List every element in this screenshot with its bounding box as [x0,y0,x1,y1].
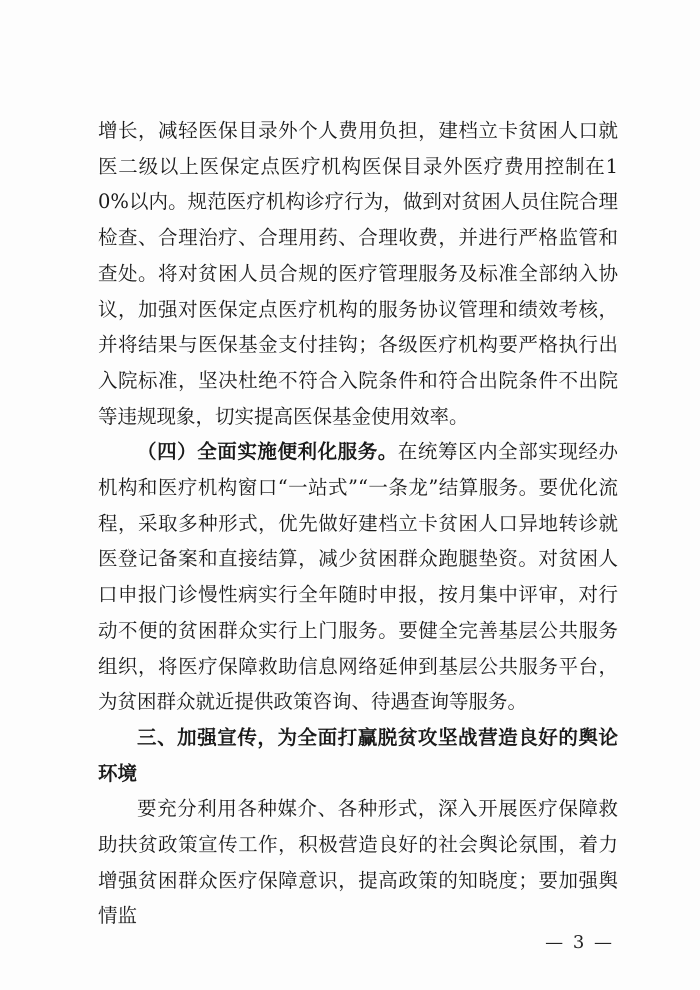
document-body [98,113,618,934]
page-number: — 3 — [545,932,614,953]
section-heading-publicity: 三、加强宣传，为全面打赢脱贫攻坚战营造良好的舆论环境 [98,725,618,785]
paragraph-convenience-body: 在统筹区内全部实现经办机构和医疗机构窗口“一站式”“一条龙”结算服务。要优化流程，采取多种形式，优先做好建档立卡贫困人口异地转诊就医登记备案和直接结算，减少贫困群众跑腿垫资。对贫困人口申报门诊慢性病实行全年随时申报，按月集中评审，对行动不便的贫困群众实行上门服务。要健全完善基层公共服务组织，将医疗保障救助信息网络延伸到基层公共服务平台，为贫困群众就近提供政策咨询、待遇查询等服务。 [98,440,618,714]
section-subheading: （四）全面实施便利化服务。 [137,440,398,464]
paragraph-publicity: 要充分利用各种媒介、各种形式，深入开展医疗保障救助扶贫政策宣传工作，积极营造良好的社会舆论氛围，着力增强贫困群众医疗保障意识，提高政策的知晓度；要加强舆情监 [98,797,618,928]
paragraph-medical-cost-control: 增长，减轻医保目录外个人费用负担，建档立卡贫困人口就医二级以上医保定点医疗机构医保目录外医疗费用控制在10%以内。规范医疗机构诊疗行为，做到对贫困人员住院合理检查、合理治疗、合理用药、合理收费，并进行严格监管和查处。将对贫困人员合规的医疗管理服务及标准全部纳入协议，加强对医保定点医疗机构的服务协议管理和绩效考核，并将结果与医保基金支付挂钩；各级医疗机构要严格执行出入院标准，坚决杜绝不符合入院条件和符合出院条件不出院等违规现象，切实提高医保基金使用效率。 [98,119,618,428]
paragraph-convenience-services [98,434,618,720]
